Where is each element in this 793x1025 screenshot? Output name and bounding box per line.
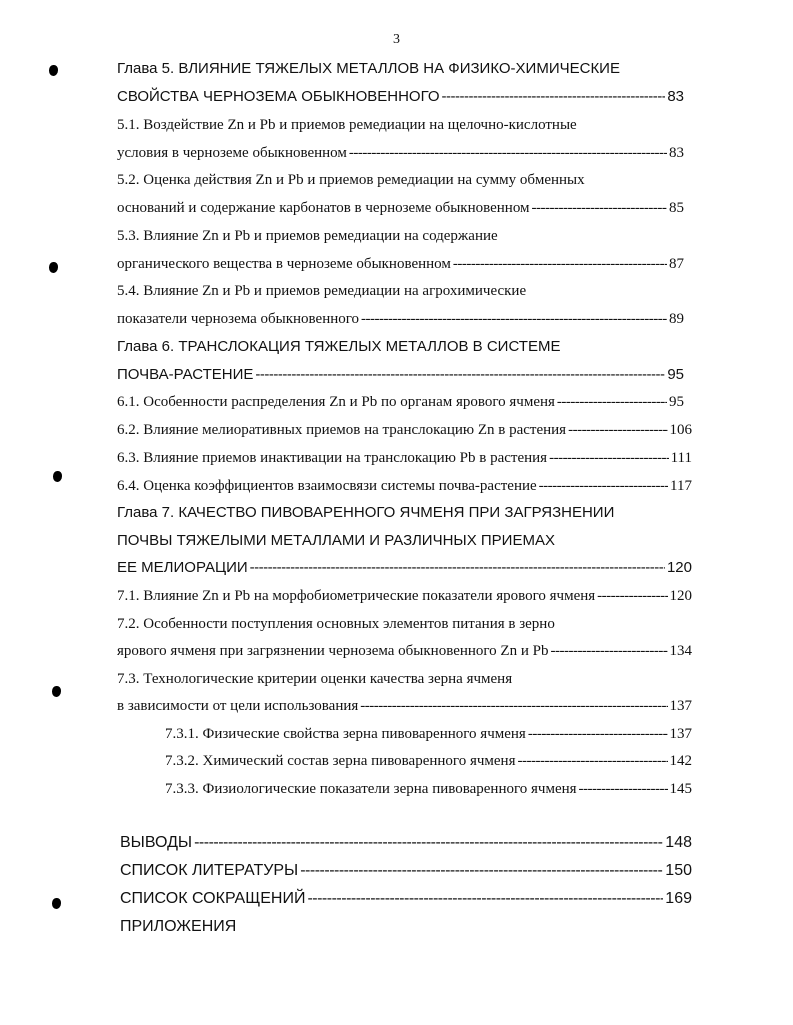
- toc-chapter-7-title-line3: ЕЕ МЕЛИОРАЦИИ: [117, 559, 248, 576]
- toc-page-number: 150: [665, 862, 692, 879]
- page-number: 3: [393, 32, 400, 47]
- leader-dots: [557, 391, 667, 413]
- toc-subsection-7-3-1-title: 7.3.1. Физические свойства зерна пивоваренного ячменя: [165, 726, 526, 742]
- toc-section-6-4-entry: [117, 475, 692, 497]
- toc-section-7-1-entry: [117, 585, 692, 607]
- leader-dots: [361, 308, 667, 330]
- toc-section-5-2-line2: оснований и содержание карбонатов в черноземе обыкновенном: [117, 200, 530, 216]
- binder-hole-mark: [49, 262, 58, 273]
- toc-section-6-2-entry: [117, 419, 692, 441]
- leader-dots: [528, 723, 668, 745]
- toc-subsection-7-3-3-title: 7.3.3. Физиологические показатели зерна пивоваренного ячменя: [165, 781, 577, 797]
- toc-page-number: 145: [669, 781, 692, 797]
- toc-section-6-1-title: 6.1. Особенности распределения Zn и Pb по органам ярового ячменя: [117, 394, 555, 410]
- leader-dots: [194, 832, 663, 854]
- toc-section-7-3-line1: 7.3. Технологические критерии оценки качества зерна ячменя: [117, 671, 513, 687]
- leader-dots: [250, 557, 665, 579]
- leader-dots: [255, 364, 665, 386]
- toc-conclusions-entry: [120, 832, 692, 854]
- toc-section-5-4-line1: 5.4. Влияние Zn и Pb и приемов ремедиации на агрохимические: [117, 283, 527, 299]
- toc-page-number: 95: [667, 366, 684, 383]
- binder-hole-mark: [49, 65, 58, 76]
- toc-section-5-1-line2: условия в черноземе обыкновенном: [117, 145, 347, 161]
- toc-page-number: 120: [669, 588, 692, 604]
- leader-dots: [597, 585, 667, 607]
- toc-section-7-2-line2: ярового ячменя при загрязнении чернозема обыкновенного Zn и Pb: [117, 643, 549, 659]
- leader-dots: [539, 475, 668, 497]
- toc-section-5-2-entry: [117, 197, 684, 219]
- toc-section-5-1-entry: [117, 142, 684, 164]
- toc-chapter-6-title-line1: Глава 6. ТРАНСЛОКАЦИЯ ТЯЖЕЛЫХ МЕТАЛЛОВ В СИСТЕМЕ: [117, 338, 561, 355]
- toc-section-6-2-title: 6.2. Влияние мелиоративных приемов на транслокацию Zn в растения: [117, 422, 567, 438]
- leader-dots: [579, 778, 668, 800]
- toc-section-6-1-entry: [117, 391, 684, 413]
- toc-conclusions-title: ВЫВОДЫ: [120, 834, 193, 851]
- toc-chapter-5-title-line1: Глава 5. ВЛИЯНИЕ ТЯЖЕЛЫХ МЕТАЛЛОВ НА ФИЗИКО-ХИМИЧЕСКИЕ: [117, 60, 620, 77]
- toc-page-number: 89: [669, 311, 684, 327]
- leader-dots: [532, 197, 667, 219]
- toc-page-number: 83: [669, 145, 684, 161]
- toc-section-6-3-title: 6.3. Влияние приемов инактивации на транслокацию Pb в растения: [117, 450, 548, 466]
- toc-subsection-7-3-3-entry: [165, 778, 692, 800]
- toc-section-7-2-line1: 7.2. Особенности поступления основных элементов питания в зерно: [117, 616, 555, 632]
- toc-section-5-4-entry: [117, 308, 684, 330]
- toc-abbreviations-title: СПИСОК СОКРАЩЕНИЙ: [120, 890, 306, 907]
- toc-subsection-7-3-1-entry: [165, 723, 692, 745]
- toc-section-5-3-entry: [117, 253, 684, 275]
- toc-chapter-7-title-line1: Глава 7. КАЧЕСТВО ПИВОВАРЕННОГО ЯЧМЕНЯ ПРИ ЗАГРЯЗНЕНИИ: [117, 504, 615, 521]
- toc-references-entry: [120, 860, 692, 882]
- leader-dots: [442, 86, 666, 108]
- toc-section-5-4-line2: показатели чернозема обыкновенного: [117, 311, 360, 327]
- toc-section-7-3-entry: [117, 695, 692, 717]
- binder-hole-mark: [52, 898, 61, 909]
- leader-dots: [307, 888, 663, 910]
- toc-section-6-3-entry: [117, 447, 692, 469]
- toc-section-5-1-line1: 5.1. Воздействие Zn и Pb и приемов ремедиации на щелочно-кислотные: [117, 117, 577, 133]
- toc-subsection-7-3-2-title: 7.3.2. Химический состав зерна пивоваренного ячменя: [165, 753, 516, 769]
- toc-chapter-7-title-line2: ПОЧВЫ ТЯЖЕЛЫМИ МЕТАЛЛАМИ И РАЗЛИЧНЫХ ПРИЕМАХ: [117, 532, 555, 549]
- toc-section-7-1-title: 7.1. Влияние Zn и Pb на морфобиометрические показатели ярового ячменя: [117, 588, 596, 604]
- toc-page-number: 137: [669, 698, 692, 714]
- binder-hole-mark: [53, 471, 62, 482]
- toc-page-number: 117: [670, 478, 692, 494]
- toc-subsection-7-3-2-entry: [165, 750, 692, 772]
- toc-chapter-5-entry: [117, 86, 684, 108]
- leader-dots: [453, 253, 667, 275]
- toc-page-number: 169: [665, 890, 692, 907]
- toc-page-number: 85: [669, 200, 684, 216]
- toc-page-number: 106: [669, 422, 692, 438]
- toc-section-5-3-line1: 5.3. Влияние Zn и Pb и приемов ремедиации на содержание: [117, 228, 498, 244]
- toc-section-7-2-entry: [117, 640, 692, 662]
- leader-dots: [360, 695, 667, 717]
- toc-references-title: СПИСОК ЛИТЕРАТУРЫ: [120, 862, 299, 879]
- leader-dots: [550, 640, 667, 662]
- toc-page-number: 142: [669, 753, 692, 769]
- binder-hole-mark: [52, 686, 61, 697]
- toc-section-6-4-title: 6.4. Оценка коэффициентов взаимосвязи системы почва-растение: [117, 478, 537, 494]
- toc-page-number: 120: [666, 559, 692, 576]
- toc-abbreviations-entry: [120, 888, 692, 910]
- toc-page-number: 111: [670, 450, 692, 466]
- toc-page-number: 87: [669, 256, 684, 272]
- toc-page-number: 148: [665, 834, 692, 851]
- leader-dots: [549, 447, 669, 469]
- leader-dots: [300, 860, 663, 882]
- toc-chapter-5-title-line2: СВОЙСТВА ЧЕРНОЗЕМА ОБЫКНОВЕННОГО: [117, 88, 440, 105]
- toc-section-5-3-line2: органического вещества в черноземе обыкновенном: [117, 256, 451, 272]
- toc-appendices-title: ПРИЛОЖЕНИЯ: [120, 918, 237, 935]
- toc-page-number: 134: [669, 643, 692, 659]
- toc-chapter-7-entry: [117, 557, 692, 579]
- leader-dots: [568, 419, 667, 441]
- leader-dots: [517, 750, 667, 772]
- toc-page-number: 95: [669, 394, 684, 410]
- toc-chapter-6-title-line2: ПОЧВА-РАСТЕНИЕ: [117, 366, 254, 383]
- toc-page-number: 83: [667, 88, 684, 105]
- toc-section-7-3-line2: в зависимости от цели использования: [117, 698, 359, 714]
- toc-page-number: 137: [669, 726, 692, 742]
- leader-dots: [349, 142, 667, 164]
- toc-chapter-6-entry: [117, 364, 684, 386]
- toc-section-5-2-line1: 5.2. Оценка действия Zn и Pb и приемов ремедиации на сумму обменных: [117, 172, 585, 188]
